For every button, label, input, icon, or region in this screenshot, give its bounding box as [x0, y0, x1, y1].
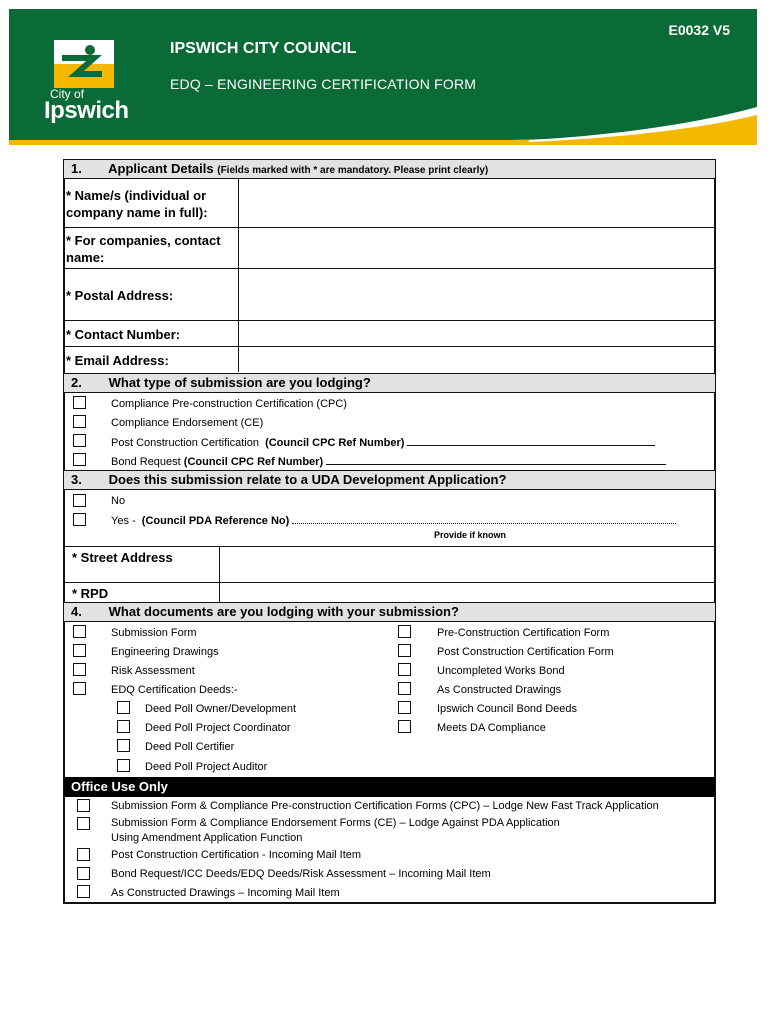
office-bond-request-checkbox[interactable]	[77, 867, 90, 880]
section1-number: 1.	[71, 161, 82, 176]
engineering-drawings-checkbox[interactable]	[73, 644, 86, 657]
uda-no-option: No	[111, 495, 126, 507]
email-label: * Email Address:	[66, 353, 169, 368]
engineering-drawings-doc: Engineering Drawings	[111, 646, 219, 658]
contact-number-field[interactable]	[240, 322, 714, 345]
uda-no-checkbox[interactable]	[73, 494, 86, 507]
contact-number-label: * Contact Number:	[66, 327, 181, 342]
section1-note: (Fields marked with * are mandatory. Please print clearly)	[217, 165, 489, 176]
uncompleted-works-bond-checkbox[interactable]	[398, 663, 411, 676]
bond-request-checkbox[interactable]	[73, 453, 86, 466]
street-address-label: * Street Address	[72, 550, 173, 565]
row-divider	[64, 582, 715, 583]
uda-yes-label: Yes -	[111, 515, 136, 527]
office-post-construction-item: Post Construction Certification - Incoming Mail Item	[111, 849, 362, 861]
council-bond-deeds-checkbox[interactable]	[398, 701, 411, 714]
bond-request-option	[111, 454, 666, 469]
deed-owner-doc: Deed Poll Owner/Development	[145, 703, 297, 715]
form-title: EDQ – ENGINEERING CERTIFICATION FORM	[170, 76, 477, 92]
office-cpc-checkbox[interactable]	[77, 799, 90, 812]
deed-owner-checkbox[interactable]	[117, 701, 130, 714]
provide-if-known-note: Provide if known	[434, 530, 507, 540]
deed-certifier-doc: Deed Poll Certifier	[145, 741, 235, 753]
deed-certifier-checkbox[interactable]	[117, 739, 130, 752]
office-ce-checkbox[interactable]	[77, 817, 90, 830]
office-use-header: Office Use Only	[64, 777, 715, 797]
post-construction-ref-field[interactable]	[407, 435, 655, 446]
row-divider	[64, 546, 715, 547]
office-post-construction-checkbox[interactable]	[77, 848, 90, 861]
section2-number: 2.	[71, 375, 82, 390]
section3-number: 3.	[71, 472, 82, 487]
as-constructed-drawings-doc: As Constructed Drawings	[437, 684, 562, 696]
deed-coordinator-doc: Deed Poll Project Coordinator	[145, 722, 291, 734]
logo-mark-icon	[54, 40, 114, 90]
pre-construction-form-doc: Pre-Construction Certification Form	[437, 627, 610, 639]
office-bond-request-item: Bond Request/ICC Deeds/EDQ Deeds/Risk Assessment – Incoming Mail Item	[111, 868, 491, 880]
pda-ref-label: (Council PDA Reference No)	[141, 515, 290, 527]
uda-yes-option	[111, 513, 676, 528]
section4-title: What documents are you lodging with your submission?	[108, 604, 459, 619]
cpc-checkbox[interactable]	[73, 396, 86, 409]
meets-da-compliance-doc: Meets DA Compliance	[437, 722, 546, 734]
contact-name-label: * For companies, contact name:	[66, 233, 221, 265]
postal-address-label: * Postal Address:	[66, 288, 174, 303]
section3-title: Does this submission relate to a UDA Development Application?	[108, 472, 507, 487]
council-bond-deeds-doc: Ipswich Council Bond Deeds	[437, 703, 578, 715]
edq-deeds-doc: EDQ Certification Deeds:-	[111, 684, 238, 696]
row-divider	[64, 268, 715, 269]
office-ce-item-line2: Using Amendment Application Function	[111, 832, 303, 844]
submission-form-checkbox[interactable]	[73, 625, 86, 638]
post-construction-label: Post Construction Certification	[111, 437, 259, 449]
deed-auditor-doc: Deed Poll Project Auditor	[145, 761, 268, 773]
council-name: IPSWICH CITY COUNCIL	[170, 40, 357, 57]
risk-assessment-checkbox[interactable]	[73, 663, 86, 676]
form-code: E0032 V5	[668, 22, 730, 38]
post-construction-form-doc: Post Construction Certification Form	[437, 646, 614, 658]
email-field[interactable]	[240, 348, 714, 371]
logo-name-text: Ipswich	[44, 97, 129, 124]
post-construction-checkbox[interactable]	[73, 434, 86, 447]
row-divider	[64, 320, 715, 321]
edq-deeds-checkbox[interactable]	[73, 682, 86, 695]
submission-form-doc: Submission Form	[111, 627, 197, 639]
postal-address-field[interactable]	[240, 270, 714, 319]
row-divider	[64, 346, 715, 347]
name-label: * Name/s (individual or company name in full):	[66, 188, 208, 220]
as-constructed-drawings-checkbox[interactable]	[398, 682, 411, 695]
address-column-divider	[219, 546, 220, 602]
rpd-field[interactable]	[221, 584, 714, 601]
uda-yes-checkbox[interactable]	[73, 513, 86, 526]
section4-number: 4.	[71, 604, 82, 619]
street-address-field[interactable]	[221, 548, 714, 581]
ce-option: Compliance Endorsement (CE)	[111, 417, 264, 429]
row-divider	[64, 227, 715, 228]
section2-title: What type of submission are you lodging?	[108, 375, 371, 390]
logo-city-text: City of	[50, 87, 85, 101]
pda-ref-field[interactable]	[292, 513, 676, 524]
section4-header	[64, 602, 715, 622]
section3-header	[64, 470, 715, 490]
pre-construction-form-checkbox[interactable]	[398, 625, 411, 638]
deed-coordinator-checkbox[interactable]	[117, 720, 130, 733]
office-ce-item: Submission Form & Compliance Endorsement Forms (CE) – Lodge Against PDA Application	[111, 817, 560, 829]
post-construction-option	[111, 435, 655, 450]
ce-checkbox[interactable]	[73, 415, 86, 428]
bond-request-ref-label: (Council CPC Ref Number)	[183, 456, 324, 468]
rpd-label: * RPD	[72, 586, 109, 601]
section1-column-divider	[238, 179, 239, 372]
post-construction-form-checkbox[interactable]	[398, 644, 411, 657]
section1-title: Applicant Details	[108, 161, 214, 176]
section1-header	[64, 160, 715, 179]
contact-name-field[interactable]	[240, 229, 714, 267]
cpc-option: Compliance Pre-construction Certification (CPC)	[111, 398, 347, 410]
uncompleted-works-bond-doc: Uncompleted Works Bond	[437, 665, 565, 677]
office-as-constructed-item: As Constructed Drawings – Incoming Mail Item	[111, 887, 340, 899]
bond-request-label: Bond Request	[111, 456, 181, 468]
meets-da-compliance-checkbox[interactable]	[398, 720, 411, 733]
name-field[interactable]	[240, 181, 714, 226]
deed-auditor-checkbox[interactable]	[117, 759, 130, 772]
section2-header	[64, 373, 715, 393]
office-as-constructed-checkbox[interactable]	[77, 885, 90, 898]
post-construction-ref-label: (Council CPC Ref Number)	[265, 437, 405, 449]
office-cpc-item: Submission Form & Compliance Pre-construction Certification Forms (CPC) – Lodge New Fast Track Application	[111, 800, 659, 812]
bond-request-ref-field[interactable]	[326, 454, 666, 465]
risk-assessment-doc: Risk Assessment	[111, 665, 195, 677]
